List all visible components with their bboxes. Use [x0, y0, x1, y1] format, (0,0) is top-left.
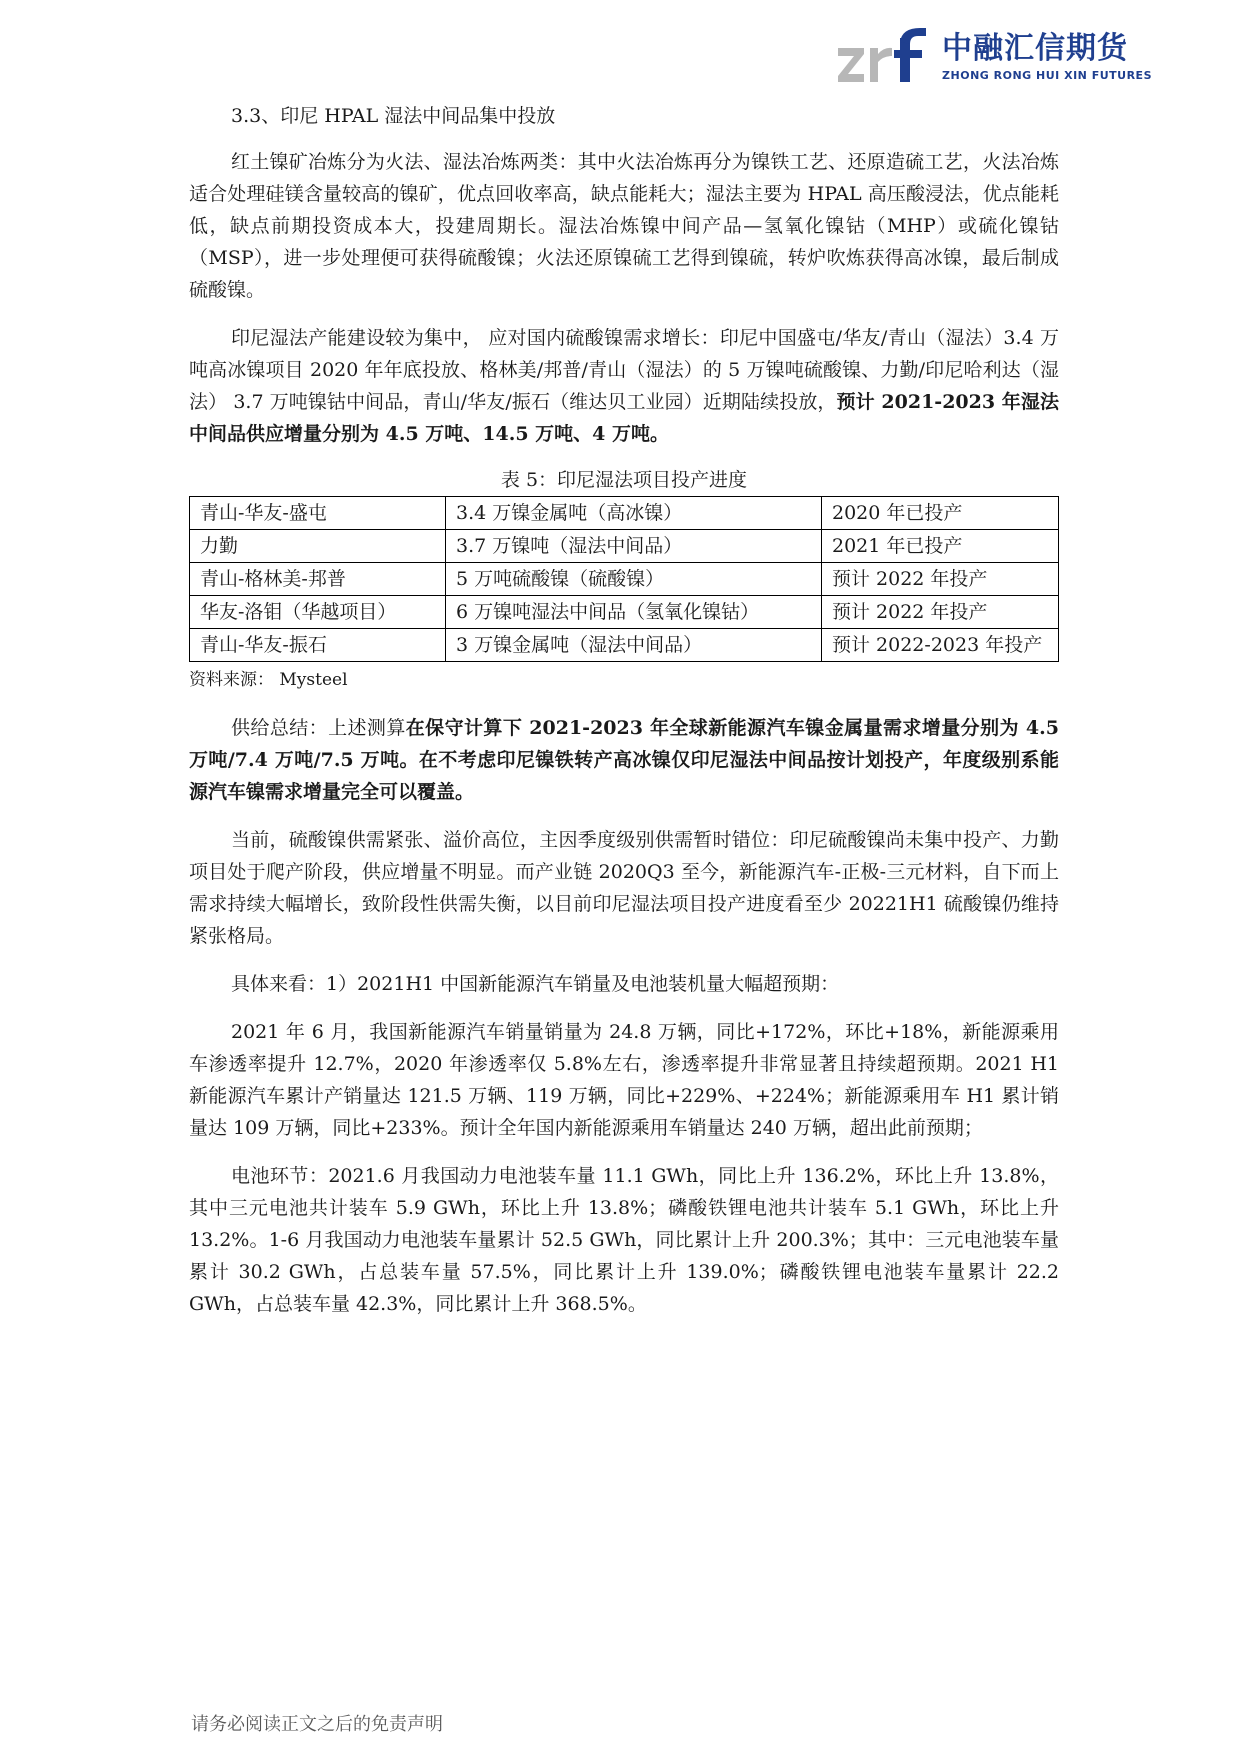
paragraph-supply-summary [189, 712, 1059, 808]
project-progress-table [189, 496, 1059, 662]
table-cell: 预计 2022-2023 年投产 [822, 629, 1059, 662]
table-cell: 3.4 万镍金属吨（高冰镍） [446, 497, 822, 530]
paragraph-text: 印尼湿法产能建设较为集中， 应对国内硫酸镍需求增长：印尼中国盛屯/华友/青山（湿法）3.4 万吨高冰镍项目 2020 年年底投放、格林美/邦普/青山（湿法）的 5 万镍吨硫酸镍、力勤/印尼哈利达（湿法） 3.7 万吨镍钴中间品，青山/华友/振石（维达贝工业园）近期陆续投放， [189, 327, 1059, 413]
table-cell: 预计 2022 年投产 [822, 563, 1059, 596]
logo-chinese-name: 中融汇信期货 [942, 30, 1129, 66]
table-cell: 华友-洛钼（华越项目） [190, 596, 446, 629]
paragraph-ev-sales: 2021 年 6 月，我国新能源汽车销量销量为 24.8 万辆，同比+172%，环比+18%，新能源乘用车渗透率提升 12.7%，2020 年渗透率仅 5.8%左右，渗透率提升非常显著且持续超预期。2021 H1 新能源汽车累计产销量达 121.5 万辆、119 万辆，同比+229%、+224%；新能源乘用车 H1 累计销量达 109 万辆，同比+233%。预计全年国内新能源乘用车销量达 240 万辆，超出此前预期； [189, 1021, 1059, 1139]
logo-mark-icon [836, 24, 934, 88]
paragraph-bold-text: 预计 2021-2023 年湿法中间品供应增量分别为 4.5 万吨、14.5 万吨、4 万吨。 [189, 391, 1059, 445]
table-cell: 青山-华友-盛屯 [190, 497, 446, 530]
paragraph-indonesia-capacity [189, 322, 1059, 450]
document-body [189, 100, 1059, 1336]
section-heading: 3.3、印尼 HPAL 湿法中间品集中投放 [231, 105, 556, 127]
logo-english-name: ZHONG RONG HUI XIN FUTURES [942, 68, 1152, 82]
table-cell: 预计 2022 年投产 [822, 596, 1059, 629]
table-cell: 3 万镍金属吨（湿法中间品） [446, 629, 822, 662]
paragraph-smelting-methods: 红土镍矿冶炼分为火法、湿法冶炼两类：其中火法冶炼再分为镍铁工艺、还原造硫工艺，火法冶炼适合处理硅镁含量较高的镍矿，优点回收率高，缺点能耗大；湿法主要为 HPAL 高压酸浸法，优点能耗低，缺点前期投资成本大，投建周期长。湿法冶炼镍中间产品—氢氧化镍钴（MHP）或硫化镍钴（MSP），进一步处理便可获得硫酸镍；火法还原镍硫工艺得到镍硫，转炉吹炼获得高冰镍，最后制成硫酸镍。 [189, 151, 1059, 301]
paragraph-text: 供给总结：上述测算 [231, 717, 406, 739]
table-source: 资料来源： Mysteel [189, 670, 348, 690]
company-logo [836, 24, 1152, 88]
table-cell: 青山-华友-振石 [190, 629, 446, 662]
table-cell: 3.7 万镍吨（湿法中间品） [446, 530, 822, 563]
table-cell: 青山-格林美-邦普 [190, 563, 446, 596]
footer-disclaimer: 请务必阅读正文之后的免责声明 [191, 1714, 443, 1735]
table-cell: 2020 年已投产 [822, 497, 1059, 530]
paragraph-current-situation: 当前，硫酸镍供需紧张、溢价高位，主因季度级别供需暂时错位：印尼硫酸镍尚未集中投产、力勤项目处于爬产阶段，供应增量不明显。而产业链 2020Q3 至今，新能源汽车-正极-三元材料，自下而上需求持续大幅增长，致阶段性供需失衡，以目前印尼湿法项目投产进度看至少 20221H1 硫酸镍仍维持紧张格局。 [189, 829, 1059, 947]
table-row [190, 596, 1059, 629]
table-row [190, 563, 1059, 596]
paragraph-bold-text: 在保守计算下 2021-2023 年全球新能源汽车镍金属量需求增量分别为 4.5 万吨/7.4 万吨/7.5 万吨。在不考虑印尼镍铁转产高冰镍仅印尼湿法中间品按计划投产，年度级别系能源汽车镍需求增量完全可以覆盖。 [189, 717, 1059, 803]
table-cell: 6 万镍吨湿法中间品（氢氧化镍钴） [446, 596, 822, 629]
paragraph-specifics: 具体来看：1）2021H1 中国新能源汽车销量及电池装机量大幅超预期： [231, 973, 840, 995]
table-row [190, 497, 1059, 530]
table-cell: 5 万吨硫酸镍（硫酸镍） [446, 563, 822, 596]
table-cell: 力勤 [190, 530, 446, 563]
paragraph-battery: 电池环节：2021.6 月我国动力电池装车量 11.1 GWh，同比上升 136.2%，环比上升 13.8%，其中三元电池共计装车 5.9 GWh，环比上升 13.8%；磷酸铁锂电池共计装车 5.1 GWh，环比上升 13.2%。1-6 月我国动力电池装车量累计 52.5 GWh，同比累计上升 200.3%；其中：三元电池装车量累计 30.2 GWh，占总装车量 57.5%，同比累计上升 139.0%；磷酸铁锂电池装车量累计 22.2 GWh，占总装车量 42.3%，同比累计上升 368.5%。 [189, 1165, 1059, 1315]
table-row [190, 530, 1059, 563]
table-title: 表 5：印尼湿法项目投产进度 [500, 469, 748, 491]
table-row [190, 629, 1059, 662]
table-cell: 2021 年已投产 [822, 530, 1059, 563]
